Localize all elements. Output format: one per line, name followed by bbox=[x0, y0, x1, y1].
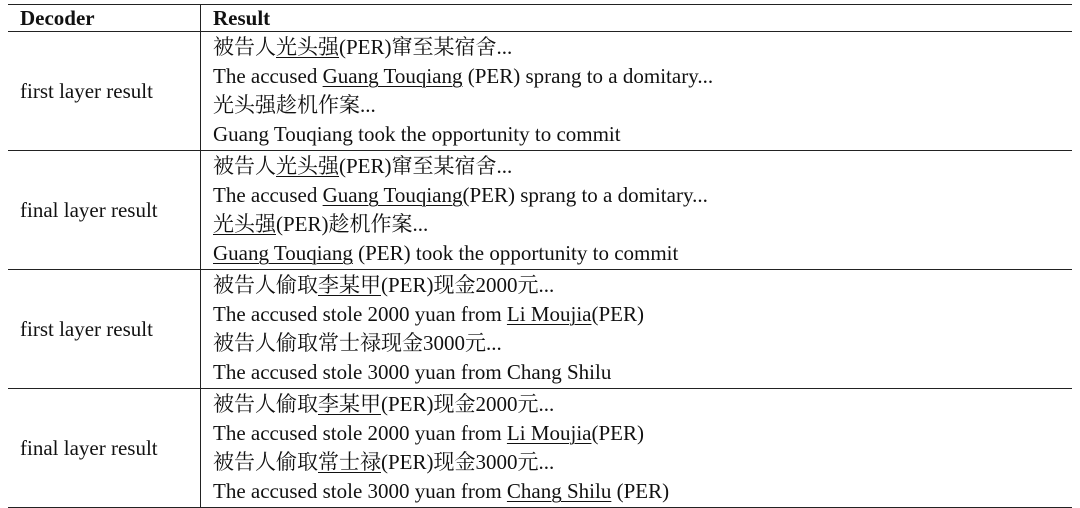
text-span: 被告人偷取常士禄现金3000元... bbox=[213, 331, 502, 355]
text-span: (PER)现金2000元... bbox=[381, 392, 555, 416]
text-span: The accused bbox=[213, 183, 323, 207]
result-cell bbox=[201, 32, 1073, 151]
result-line bbox=[213, 419, 1066, 448]
text-span: (PER) took the opportunity to commit bbox=[352, 241, 679, 265]
decoder-cell: first layer result bbox=[8, 270, 201, 389]
entity-span: 李某甲 bbox=[318, 273, 381, 297]
text-span: 被告人 bbox=[213, 154, 276, 178]
decoder-cell: final layer result bbox=[8, 151, 201, 270]
text-span: 被告人偷取 bbox=[213, 392, 318, 416]
results-table bbox=[8, 4, 1072, 508]
text-span: The accused stole 3000 yuan from Chang Shilu bbox=[213, 360, 612, 384]
entity-span: Li Moujia bbox=[506, 421, 592, 445]
entity-span: 光头强 bbox=[213, 212, 276, 236]
table-row bbox=[8, 32, 1072, 151]
entity-span: Guang Touqiang bbox=[322, 64, 463, 88]
text-span: (PER)现金3000元... bbox=[381, 450, 555, 474]
table-row bbox=[8, 389, 1072, 508]
result-line bbox=[213, 329, 1066, 358]
result-line bbox=[213, 390, 1066, 419]
decoder-header: Decoder bbox=[8, 5, 201, 32]
text-span: 被告人偷取 bbox=[213, 273, 318, 297]
text-span: (PER) sprang to a domitary... bbox=[462, 64, 714, 88]
result-line bbox=[213, 477, 1066, 506]
text-span: 光头强趁机作案... bbox=[213, 93, 376, 117]
result-line bbox=[213, 300, 1066, 329]
result-line bbox=[213, 33, 1066, 62]
result-header: Result bbox=[213, 6, 271, 30]
result-line bbox=[213, 62, 1066, 91]
table-body bbox=[8, 32, 1072, 508]
text-span: 被告人偷取 bbox=[213, 450, 318, 474]
entity-span: 光头强 bbox=[276, 154, 339, 178]
text-span: The accused stole 3000 yuan from bbox=[213, 479, 507, 503]
text-span: The accused stole 2000 yuan from bbox=[213, 302, 507, 326]
entity-span: Chang Shilu bbox=[506, 479, 612, 503]
text-span: (PER)窜至某宿舍... bbox=[339, 35, 513, 59]
result-line bbox=[213, 152, 1066, 181]
text-span: 被告人 bbox=[213, 35, 276, 59]
header-row bbox=[8, 5, 1072, 32]
table-row bbox=[8, 270, 1072, 389]
text-span: (PER)趁机作案... bbox=[276, 212, 429, 236]
decoder-cell: first layer result bbox=[8, 32, 201, 151]
entity-span: Li Moujia bbox=[506, 302, 592, 326]
result-line bbox=[213, 210, 1066, 239]
result-line bbox=[213, 358, 1066, 387]
result-cell bbox=[201, 151, 1073, 270]
text-span: (PER) bbox=[591, 421, 644, 445]
result-line bbox=[213, 271, 1066, 300]
entity-span: 常士禄 bbox=[318, 450, 381, 474]
decoder-cell: final layer result bbox=[8, 389, 201, 508]
result-line bbox=[213, 120, 1066, 149]
text-span: (PER) sprang to a domitary... bbox=[462, 183, 708, 207]
result-line bbox=[213, 239, 1066, 268]
entity-span: Guang Touqiang bbox=[213, 241, 353, 265]
result-cell bbox=[201, 389, 1073, 508]
table-row bbox=[8, 151, 1072, 270]
text-span: The accused bbox=[213, 64, 323, 88]
text-span: (PER) bbox=[591, 302, 644, 326]
text-span: The accused stole 2000 yuan from bbox=[213, 421, 507, 445]
text-span: (PER)窜至某宿舍... bbox=[339, 154, 513, 178]
entity-span: 光头强 bbox=[276, 35, 339, 59]
result-line bbox=[213, 448, 1066, 477]
text-span: (PER)现金2000元... bbox=[381, 273, 555, 297]
text-span: (PER) bbox=[611, 479, 670, 503]
result-line bbox=[213, 91, 1066, 120]
entity-span: 李某甲 bbox=[318, 392, 381, 416]
entity-span: Guang Touqiang bbox=[322, 183, 463, 207]
result-cell bbox=[201, 270, 1073, 389]
text-span: Guang Touqiang took the opportunity to commit bbox=[213, 122, 621, 146]
result-line bbox=[213, 181, 1066, 210]
